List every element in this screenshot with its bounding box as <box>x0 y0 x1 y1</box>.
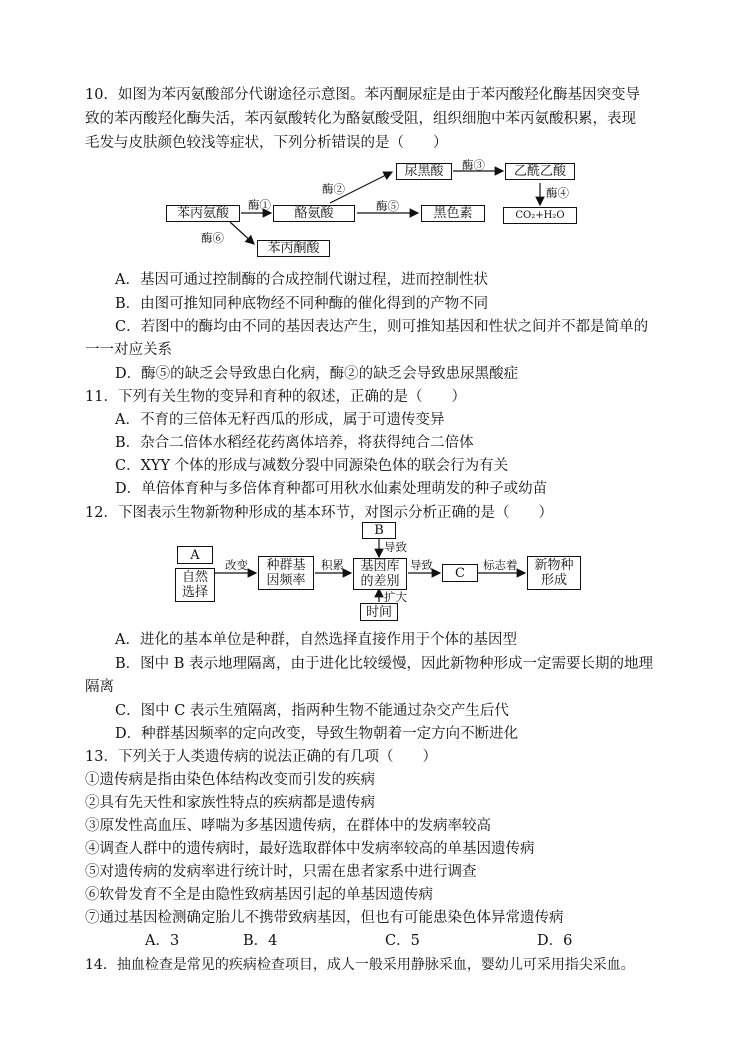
q10-stem-line-2: 致的苯丙酸羟化酶失活，苯丙氨酸转化为酪氨酸受阻，组织细胞中苯丙氨酸积累，表现 <box>85 111 636 127</box>
q13-statement-4: ④调查人群中的遗传病时，最好选取群体中发病率较高的单基因遗传病 <box>85 841 535 857</box>
natural-selection-box: 自然选择 <box>175 568 215 602</box>
factor-b-box: B <box>362 522 396 539</box>
q11-option-a: A．不育的三倍体无籽西瓜的形成，属于可遗传变异 <box>115 412 445 428</box>
time-box: 时间 <box>360 603 398 621</box>
q11-option-c: C．XYY 个体的形成与减数分裂中同源染色体的联会行为有关 <box>115 458 509 474</box>
q13-choice-a: A．3 <box>145 933 180 949</box>
factor-a-box: A <box>177 546 213 564</box>
gene-pool-difference-box: 基因库的差别 <box>353 558 407 590</box>
q10-option-b: B．由图可推知同种底物经不同种酶的催化得到的产物不同 <box>115 296 489 312</box>
q12-stem: 12．下图表示生物新物种形成的基本环节，对图示分析正确的是（ ） <box>85 505 553 521</box>
acetoacetic-acid-box: 乙酰乙酸 <box>505 163 575 180</box>
co2-water-box: CO₂+H₂O <box>503 207 577 224</box>
q13-statement-2: ②具有先天性和家族性特点的疾病都是遗传病 <box>85 795 375 811</box>
homogentisic-acid-box: 尿黑酸 <box>396 163 452 180</box>
expand-label: 扩大 <box>384 590 407 604</box>
cause-label-2: 导致 <box>410 558 433 572</box>
q13-statement-1: ①遗传病是指由染色体结构改变而引发的疾病 <box>85 772 375 788</box>
q13-statement-3: ③原发性高血压、哮喘为多基因遗传病，在群体中的发病率较高 <box>85 818 491 834</box>
q12-option-d: D．种群基因频率的定向改变，导致生物朝着一定方向不断进化 <box>115 726 519 742</box>
q13-choice-c: C．5 <box>385 933 420 949</box>
enzyme-5-label: 酶⑤ <box>376 199 399 213</box>
q14-stem: 14．抽血检查是常见的疾病检查项目，成人一般采用静脉采血，婴幼儿可采用指尖采血。 <box>85 957 635 973</box>
q10-option-d: D．酶⑤的缺乏会导致患白化病，酶②的缺乏会导致患尿黑酸症 <box>115 366 519 382</box>
q10-option-a: A．基因可通过控制酶的合成控制代谢过程，进而控制性状 <box>115 272 488 288</box>
change-label: 改变 <box>225 558 248 572</box>
enzyme-3-label: 酶③ <box>462 158 485 172</box>
q10-stem-line-3: 毛发与皮肤颜色较浅等症状，下列分析错误的是（ ） <box>85 135 448 151</box>
enzyme-2-label: 酶② <box>322 182 345 196</box>
q13-statement-7: ⑦通过基因检测确定胎儿不携带致病基因，但也有可能患染色体异常遗传病 <box>85 910 564 926</box>
q13-statement-5: ⑤对遗传病的发病率进行统计时，只需在患者家系中进行调查 <box>85 864 477 880</box>
q13-choice-d: D．6 <box>537 933 573 949</box>
q10-stem-line-1: 10．如图为苯丙氨酸部分代谢途径示意图。苯丙酮尿症是由于苯丙酸羟化酶基因突变导 <box>85 87 640 103</box>
accumulate-label: 积累 <box>321 558 344 572</box>
marks-label: 标志着 <box>483 558 518 572</box>
q12-option-c: C．图中 C 表示生殖隔离，指两种生物不能通过杂交产生后代 <box>115 703 509 719</box>
phenylpyruvic-acid-box: 苯丙酮酸 <box>257 240 330 257</box>
q12-option-a: A．进化的基本单位是种群，自然选择直接作用于个体的基因型 <box>115 632 517 648</box>
q13-stem: 13．下列关于人类遗传病的说法正确的有几项（ ） <box>85 749 437 765</box>
q10-option-c: C．若图中的酶均由不同的基因表达产生，则可推知基因和性状之间并不都是简单的 <box>115 319 649 335</box>
enzyme-1-label: 酶① <box>248 198 271 212</box>
factor-c-box: C <box>442 564 478 582</box>
new-species-box: 新物种形成 <box>527 556 581 590</box>
q11-option-d: D．单倍体育种与多倍体育种都可用秋水仙素处理萌发的种子或幼苗 <box>115 481 548 497</box>
q11-stem: 11．下列有关生物的变异和育种的叙述，正确的是（ ） <box>85 389 466 405</box>
cause-label-1: 导致 <box>384 540 407 554</box>
q12-option-b: B．图中 B 表示地理隔离，由于进化比较缓慢，因此新物种形成一定需要长期的地理 <box>115 656 654 672</box>
gene-frequency-box: 种群基因频率 <box>258 556 314 590</box>
q11-option-b: B．杂合二倍体水稻经花药离体培养，将获得纯合二倍体 <box>115 435 474 451</box>
q12-option-b-cont: 隔离 <box>85 679 114 695</box>
tyrosine-box: 酪氨酸 <box>273 205 355 222</box>
enzyme-6-label: 酶⑥ <box>201 231 224 245</box>
q10-option-c-cont: 一一对应关系 <box>85 342 172 358</box>
phenylalanine-box: 苯丙氨酸 <box>166 205 240 222</box>
melanin-box: 黑色素 <box>421 205 485 222</box>
q13-statement-6: ⑥软骨发育不全是由隐性致病基因引起的单基因遗传病 <box>85 887 433 903</box>
q13-choice-b: B．4 <box>243 933 278 949</box>
enzyme-4-label: 酶④ <box>546 186 569 200</box>
